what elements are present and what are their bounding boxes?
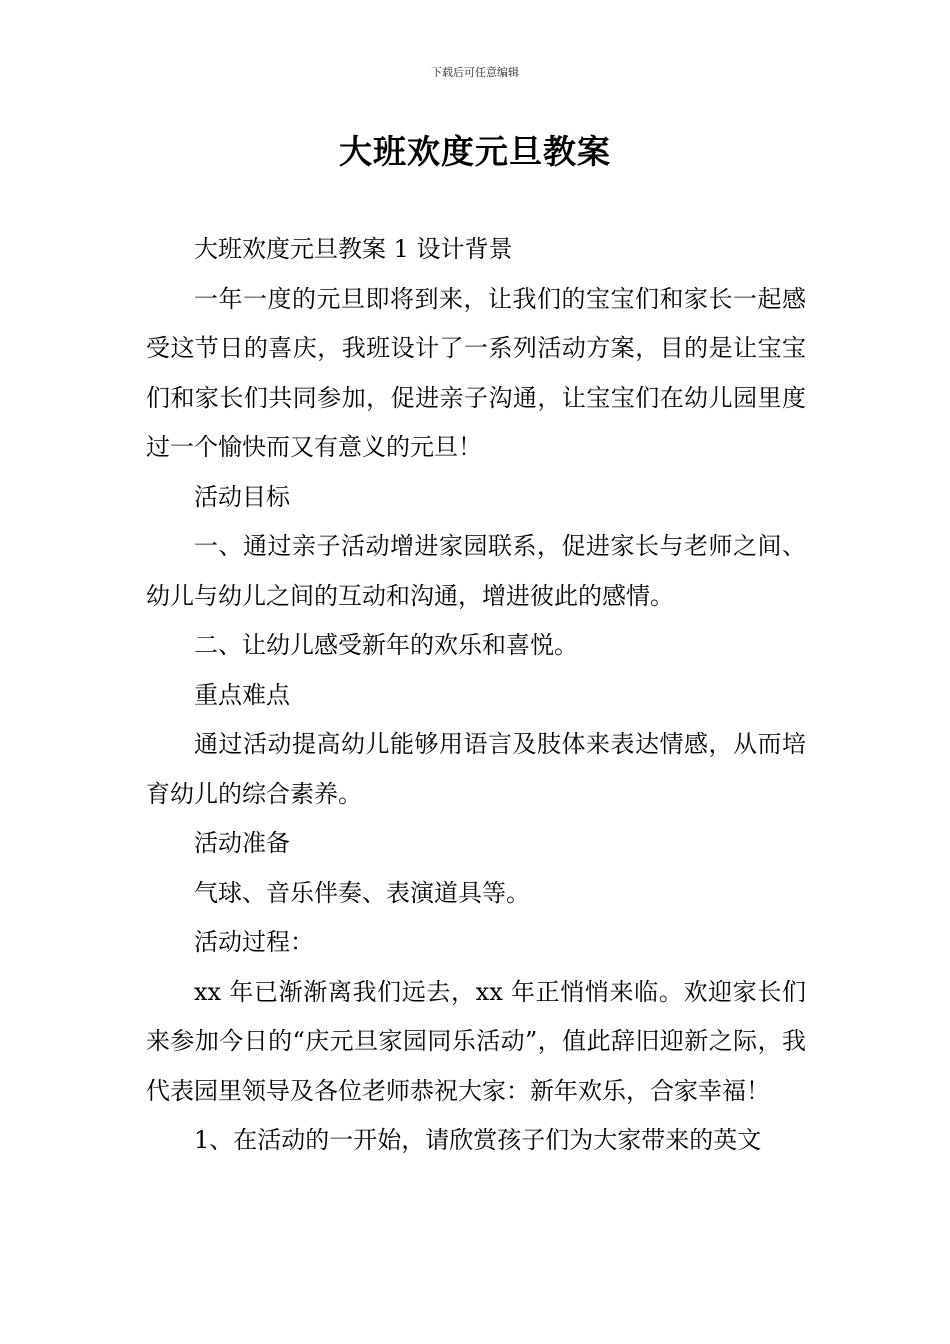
paragraph-heading-background: 大班欢度元旦教案 1 设计背景 bbox=[194, 235, 513, 263]
paragraph-background: 一年一度的元旦即将到来，让我们的宝宝们和家长一起感受这节日的喜庆，我班设计了一系列活动方案，目的是让宝宝们和家长们共同参加，促进亲子沟通，让宝宝们在幼儿园里度过一个愉快而又有意义的元旦！ bbox=[146, 284, 806, 461]
paragraph-process-intro: xx 年已渐渐离我们远去，xx 年正悄悄来临。欢迎家长们来参加今日的“庆元旦家园同乐活动”，值此辞旧迎新之际，我代表园里领导及各位老师恭祝大家：新年欢乐，合家幸福！ bbox=[146, 977, 806, 1105]
paragraph-goal-1: 一、通过亲子活动增进家园联系，促进家长与老师之间、幼儿与幼儿之间的互动和沟通，增进彼此的感情。 bbox=[146, 532, 806, 610]
paragraph-preparation: 气球、音乐伴奏、表演道具等。 bbox=[194, 878, 530, 907]
paragraph-goal-2: 二、让幼儿感受新年的欢乐和喜悦。 bbox=[194, 631, 578, 659]
paragraph-heading-key-points: 重点难点 bbox=[194, 680, 290, 709]
paragraph-process-step-1: 1、在活动的一开始，请欣赏孩子们为大家带来的英文 bbox=[194, 1126, 762, 1154]
paragraph-key-points: 通过活动提高幼儿能够用语言及肢体来表达情感，从而培育幼儿的综合素养。 bbox=[146, 730, 806, 808]
document-body bbox=[146, 225, 806, 1166]
paragraph-heading-process: 活动过程： bbox=[194, 928, 314, 956]
header-note: 下载后可任意编辑 bbox=[431, 66, 519, 79]
paragraph-heading-preparation: 活动准备 bbox=[194, 829, 290, 857]
paragraph-heading-goals: 活动目标 bbox=[194, 482, 290, 511]
page-title: 大班欢度元旦教案 bbox=[339, 132, 611, 171]
